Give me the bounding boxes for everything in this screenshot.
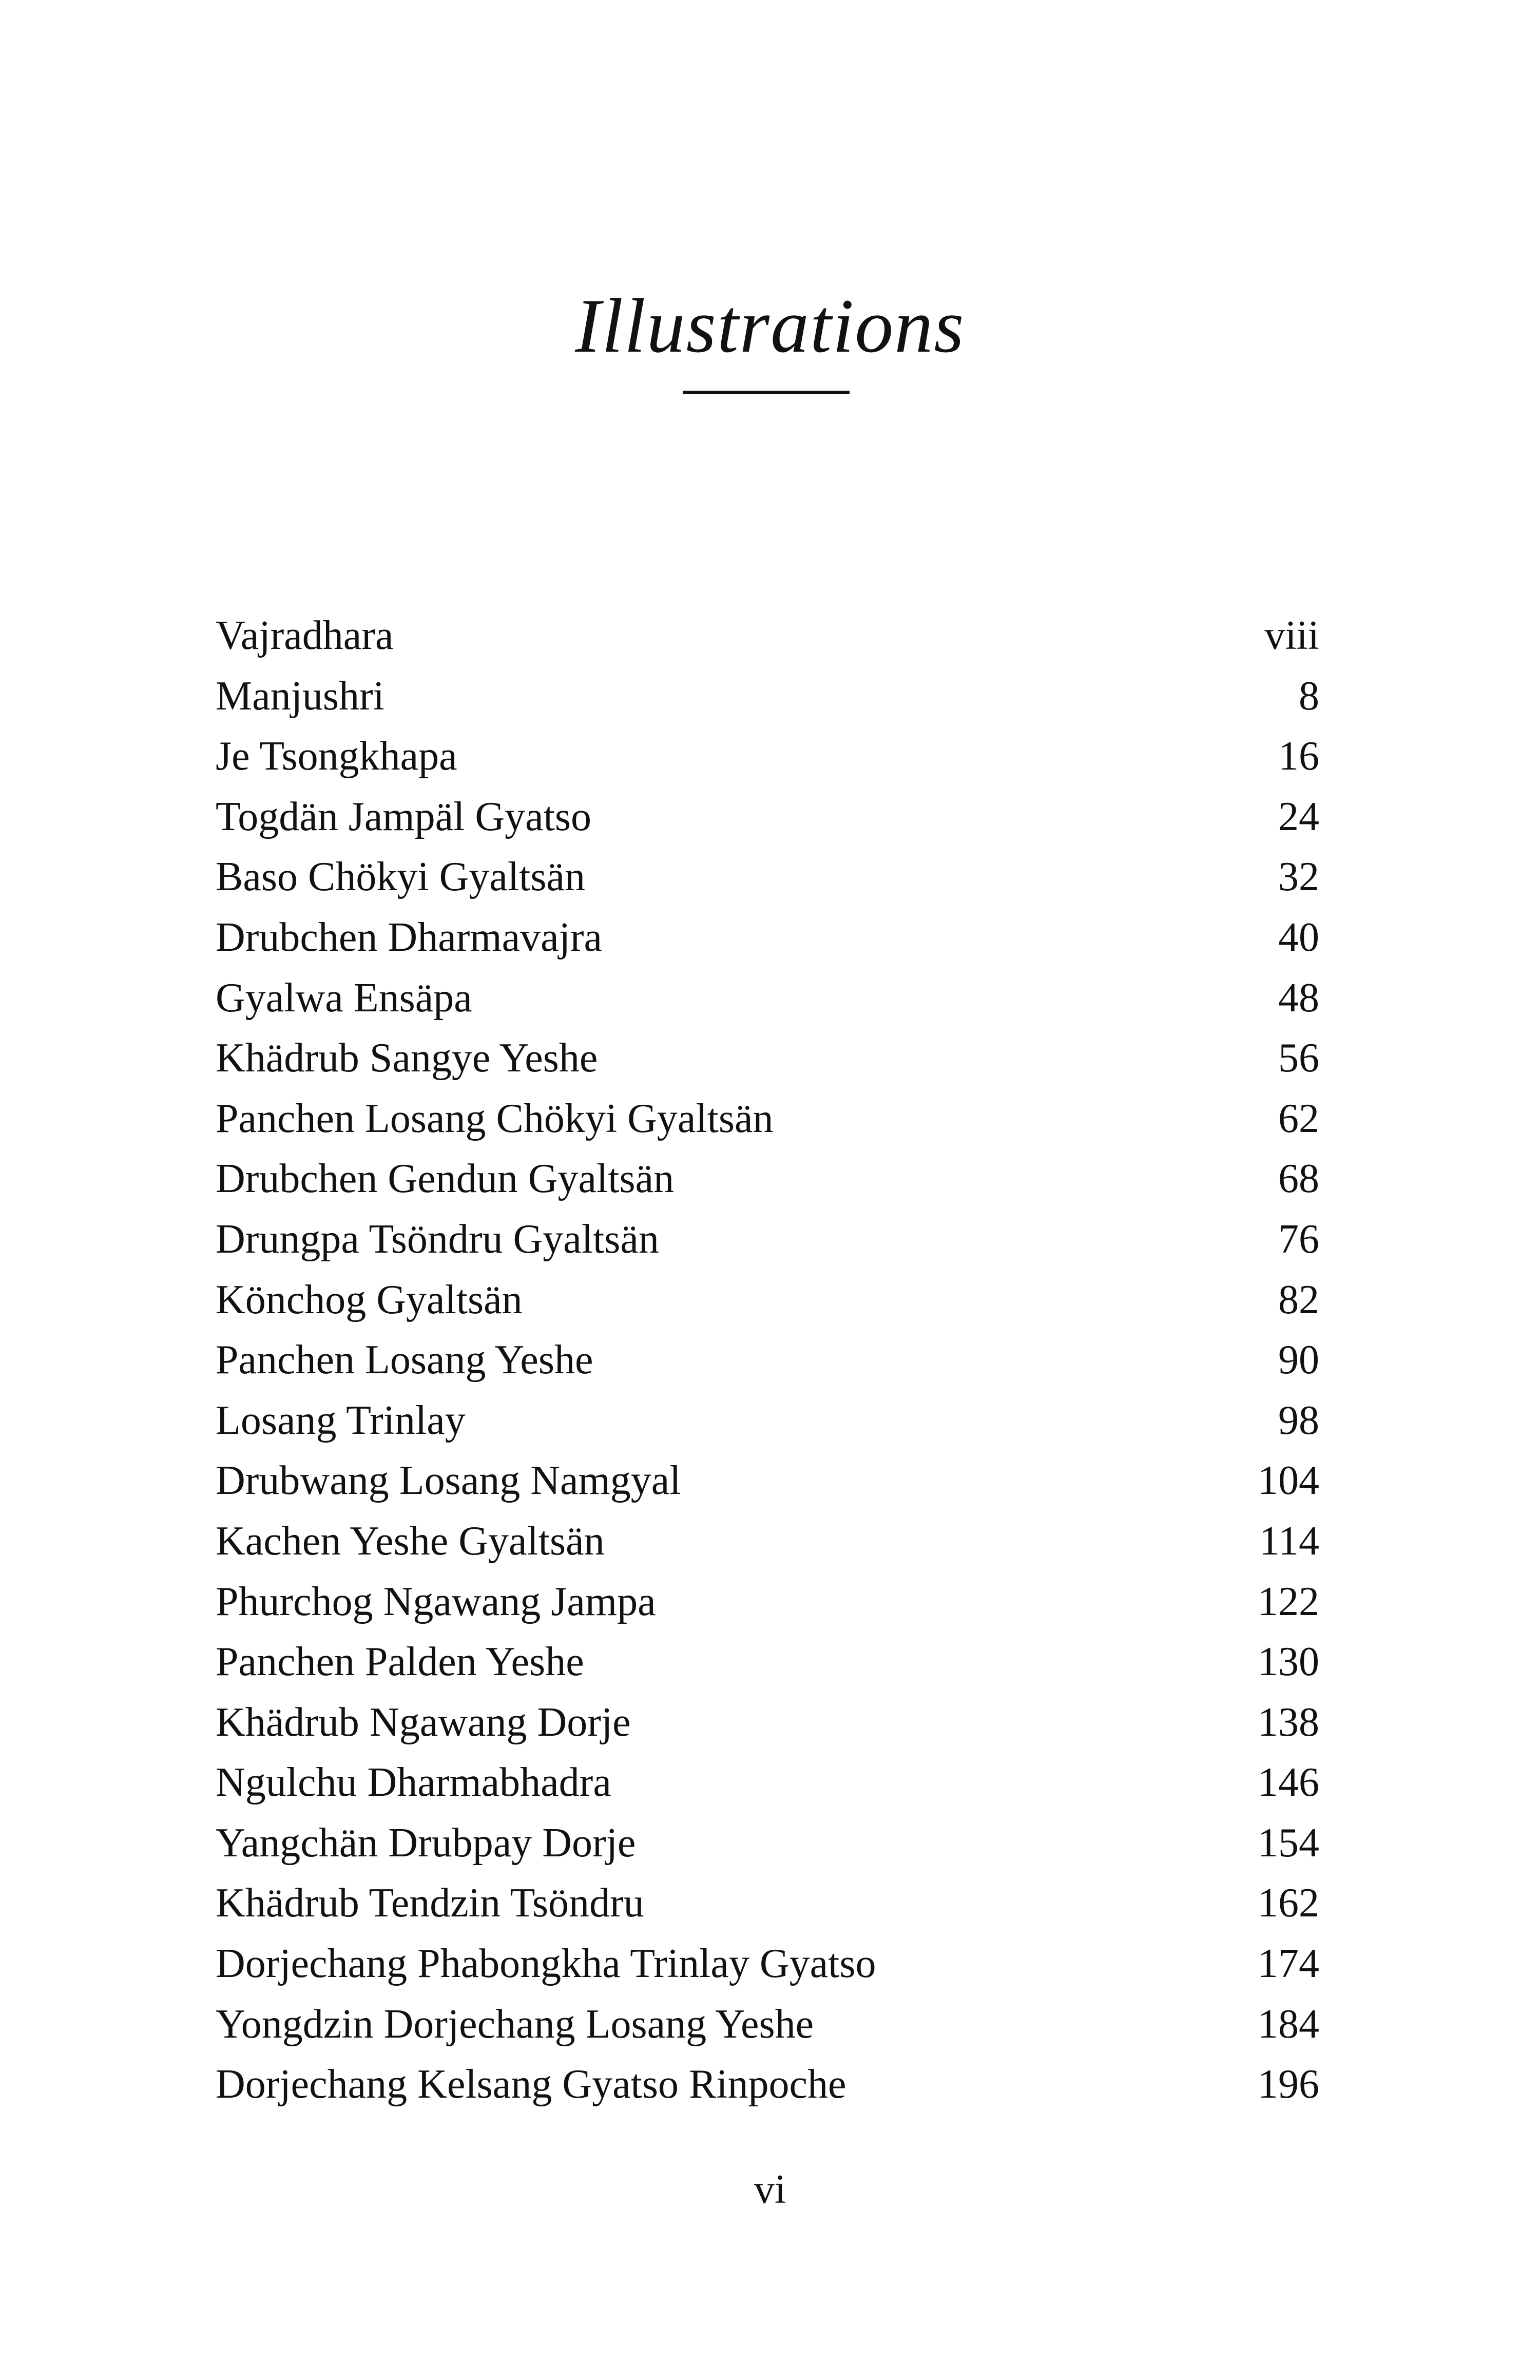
illustration-page-number: 62	[1278, 1096, 1319, 1141]
illustration-name: Khädrub Tendzin Tsöndru	[216, 1880, 644, 1926]
list-item	[216, 1813, 1319, 1874]
list-item	[216, 1632, 1319, 1693]
illustration-page-number: 82	[1278, 1277, 1319, 1322]
illustration-page-number: 48	[1278, 975, 1319, 1021]
illustration-name: Könchog Gyaltsän	[216, 1277, 523, 1322]
illustration-name: Yangchän Drubpay Dorje	[216, 1820, 636, 1866]
illustration-name: Panchen Palden Yeshe	[216, 1639, 584, 1685]
list-item	[216, 1934, 1319, 1994]
list-item	[216, 1330, 1319, 1391]
illustration-page-number: 76	[1278, 1216, 1319, 1262]
illustration-page-number: 184	[1258, 2001, 1319, 2047]
title-rule	[683, 391, 850, 394]
illustration-name: Panchen Losang Chökyi Gyaltsän	[216, 1096, 774, 1141]
illustration-name: Je Tsongkhapa	[216, 734, 457, 779]
illustration-name: Manjushri	[216, 673, 384, 719]
illustration-name: Ngulchu Dharmabhadra	[216, 1760, 611, 1806]
illustration-page-number: 24	[1278, 794, 1319, 839]
illustration-page-number: 130	[1258, 1639, 1319, 1685]
list-item	[216, 1873, 1319, 1934]
illustration-page-number: 114	[1259, 1518, 1319, 1564]
list-item	[216, 606, 1319, 666]
illustration-name: Khädrub Ngawang Dorje	[216, 1699, 631, 1745]
illustration-name: Kachen Yeshe Gyaltsän	[216, 1518, 605, 1564]
illustration-page-number: 32	[1278, 854, 1319, 900]
illustration-page-number: 146	[1258, 1760, 1319, 1806]
list-item	[216, 1270, 1319, 1331]
list-item	[216, 2055, 1319, 2115]
page-title: Illustrations	[575, 283, 965, 369]
illustration-name: Losang Trinlay	[216, 1397, 466, 1443]
illustration-name: Drubwang Losang Namgyal	[216, 1458, 681, 1504]
list-item	[216, 787, 1319, 848]
page-folio: vi	[754, 2167, 786, 2212]
illustration-name: Vajradhara	[216, 613, 394, 658]
illustration-name: Drungpa Tsöndru Gyaltsän	[216, 1216, 659, 1262]
list-item	[216, 847, 1319, 908]
illustration-name: Gyalwa Ensäpa	[216, 975, 472, 1021]
illustration-name: Baso Chökyi Gyaltsän	[216, 854, 585, 900]
illustration-name: Khädrub Sangye Yeshe	[216, 1035, 598, 1081]
illustration-page-number: viii	[1264, 613, 1319, 658]
illustration-page-number: 174	[1258, 1941, 1319, 1987]
illustration-page-number: 90	[1278, 1337, 1319, 1383]
list-item	[216, 1994, 1319, 2055]
list-item	[216, 1210, 1319, 1270]
list-item	[216, 1451, 1319, 1511]
illustration-name: Dorjechang Phabongkha Trinlay Gyatso	[216, 1941, 876, 1987]
list-item	[216, 1089, 1319, 1149]
illustration-name: Drubchen Gendun Gyaltsän	[216, 1156, 675, 1202]
illustration-page-number: 154	[1258, 1820, 1319, 1866]
illustration-name: Togdän Jampäl Gyatso	[216, 794, 592, 839]
illustration-name: Yongdzin Dorjechang Losang Yeshe	[216, 2001, 814, 2047]
list-item	[216, 1391, 1319, 1451]
illustration-page-number: 40	[1278, 914, 1319, 960]
illustration-page-number: 196	[1258, 2062, 1319, 2107]
illustration-page-number: 68	[1278, 1156, 1319, 1202]
list-item	[216, 666, 1319, 727]
illustration-name: Panchen Losang Yeshe	[216, 1337, 593, 1383]
illustration-page-number: 98	[1278, 1397, 1319, 1443]
illustration-page-number: 16	[1278, 734, 1319, 779]
list-item	[216, 1028, 1319, 1089]
illustration-page-number: 104	[1258, 1458, 1319, 1504]
illustration-name: Dorjechang Kelsang Gyatso Rinpoche	[216, 2062, 846, 2107]
list-item	[216, 1149, 1319, 1210]
illustration-page-number: 122	[1258, 1579, 1319, 1624]
list-item	[216, 726, 1319, 787]
illustration-page-number: 56	[1278, 1035, 1319, 1081]
illustration-page-number: 162	[1258, 1880, 1319, 1926]
list-item	[216, 1753, 1319, 1813]
list-item	[216, 908, 1319, 968]
illustrations-list	[216, 606, 1319, 2115]
illustration-page-number: 8	[1299, 673, 1319, 719]
list-item	[216, 968, 1319, 1029]
list-item	[216, 1693, 1319, 1753]
list-item	[216, 1511, 1319, 1572]
illustration-name: Drubchen Dharmavajra	[216, 914, 602, 960]
list-item	[216, 1572, 1319, 1633]
illustration-name: Phurchog Ngawang Jampa	[216, 1579, 656, 1624]
illustration-page-number: 138	[1258, 1699, 1319, 1745]
